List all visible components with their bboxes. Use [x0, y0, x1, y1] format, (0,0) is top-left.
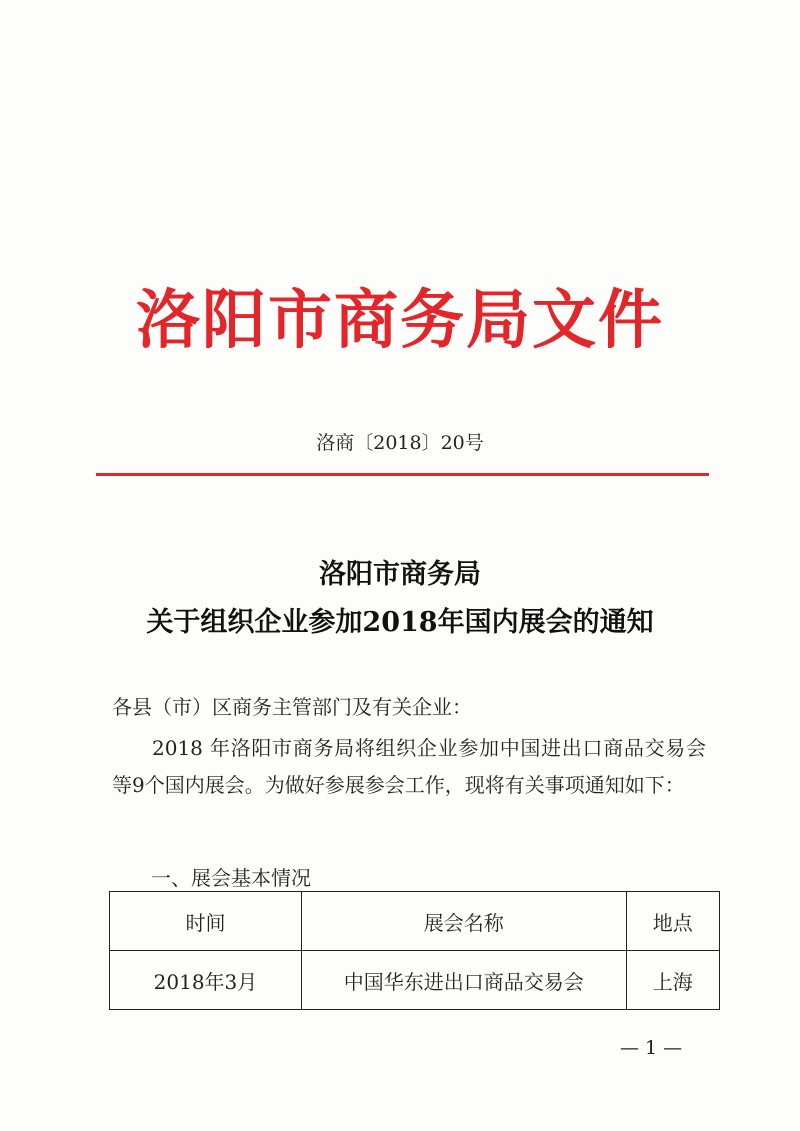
salutation: 各县（市）区商务主管部门及有关企业： [112, 695, 472, 719]
table-row [110, 951, 720, 1010]
cell-place: 上海 [626, 951, 719, 1010]
body-paragraph: 2018 年洛阳市商务局将组织企业参加中国进出口商品交易会等9个国内展会。为做好参展参会工作，现将有关事项通知如下： [112, 736, 706, 797]
cell-expo-name: 中国华东进出口商品交易会 [301, 951, 626, 1010]
agency-header-title: 洛阳市商务局文件 [136, 283, 664, 358]
notice-title-line-1: 洛阳市商务局 [319, 559, 481, 590]
section-heading: 一、展会基本情况 [151, 866, 311, 890]
cell-time: 2018年3月 [110, 951, 302, 1010]
page-number: — 1 — [620, 1037, 683, 1059]
header-expo-name: 展会名称 [301, 892, 626, 951]
header-red-rule [96, 473, 709, 476]
header-time: 时间 [110, 892, 302, 951]
notice-title-line-2: 关于组织企业参加2018年国内展会的通知 [146, 607, 654, 638]
expo-table [109, 891, 720, 1010]
document-number: 洛商〔2018〕20号 [316, 432, 484, 454]
table-header-row [110, 892, 720, 951]
header-place: 地点 [626, 892, 719, 951]
